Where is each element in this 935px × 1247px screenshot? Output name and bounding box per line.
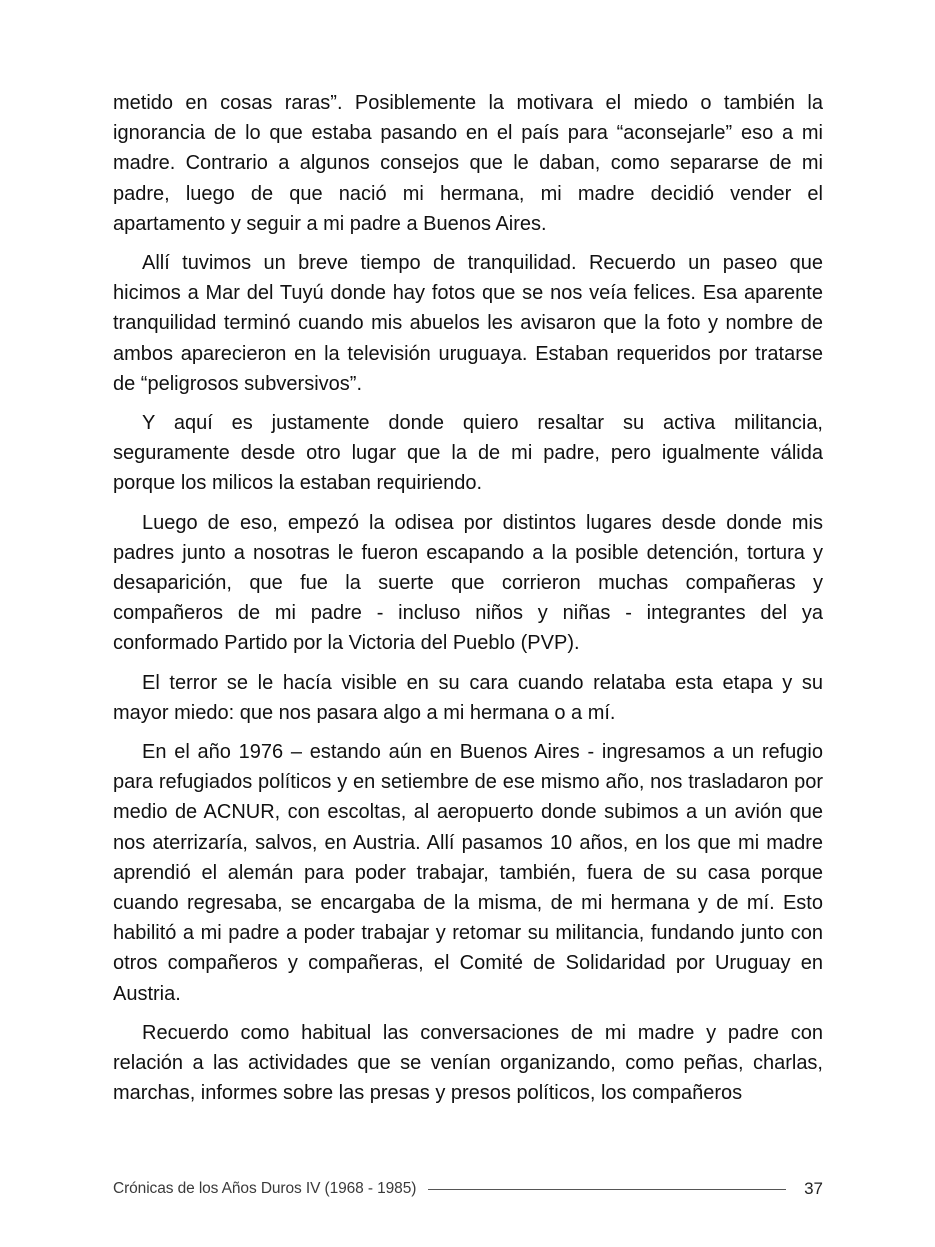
paragraph: Recuerdo como habitual las conversaciones de mi madre y padre con relación a las actividades que se venían organizando, como peñas, charlas, marchas, informes sobre las presas y presos políticos, los compañeros	[113, 1021, 823, 1105]
running-footer-title: Crónicas de los Años Duros IV (1968 - 1985)	[113, 1180, 417, 1197]
paragraph: El terror se le hacía visible en su cara cuando relataba esta etapa y su mayor miedo: que nos pasara algo a mi hermana o a mí.	[113, 671, 823, 724]
page-footer	[113, 1176, 823, 1202]
paragraph: Y aquí es justamente donde quiero resaltar su activa militancia, seguramente desde otro lugar que la de mi padre, pero igualmente válida porque los milicos la estaban requiriendo.	[113, 412, 823, 495]
body-text	[113, 88, 823, 1118]
page-number: 37	[804, 1179, 823, 1198]
footer-divider	[428, 1189, 786, 1190]
paragraph: En el año 1976 – estando aún en Buenos Aires - ingresamos a un refugio para refugiados políticos y en setiembre de ese mismo año, nos trasladaron por medio de ACNUR, con escoltas, al aeropuerto donde subimos a un avión que nos aterrizaría, salvos, en Austria. Allí pasamos 10 años, en los que mi madre aprendió el alemán para poder trabajar, también, fuera de su casa porque cuando regresaba, se encargaba de la misma, de mi hermana y de mí. Esto habilitó a mi padre a poder trabajar y retomar su militancia, fundando junto con otros compañeros y compañeras, el Comité de Solidaridad por Uruguay en Austria.	[113, 741, 823, 1005]
paragraph: Luego de eso, empezó la odisea por distintos lugares desde donde mis padres junto a nosotras le fueron escapando a la posible detención, tortura y desaparición, que fue la suerte que corrieron muchas compañeras y compañeros de mi padre - incluso niños y niñas - integrantes del ya conformado Partido por la Victoria del Pueblo (PVP).	[113, 511, 823, 655]
paragraph: Allí tuvimos un breve tiempo de tranquilidad. Recuerdo un paseo que hicimos a Mar del Tuyú donde hay fotos que se nos veía felices. Esa aparente tranquilidad terminó cuando mis abuelos les avisaron que la foto y nombre de ambos aparecieron en la televisión uruguaya. Estaban requeridos por tratarse de “peligrosos subversivos”.	[113, 252, 823, 395]
paragraph: metido en cosas raras”. Posiblemente la motivara el miedo o también la ignorancia de lo que estaba pasando en el país para “aconsejarle” eso a mi madre. Contrario a algunos consejos que le daban, como separarse de mi padre, luego de que nació mi hermana, mi madre decidió vender el apartamento y seguir a mi padre a Buenos Aires.	[113, 92, 823, 235]
